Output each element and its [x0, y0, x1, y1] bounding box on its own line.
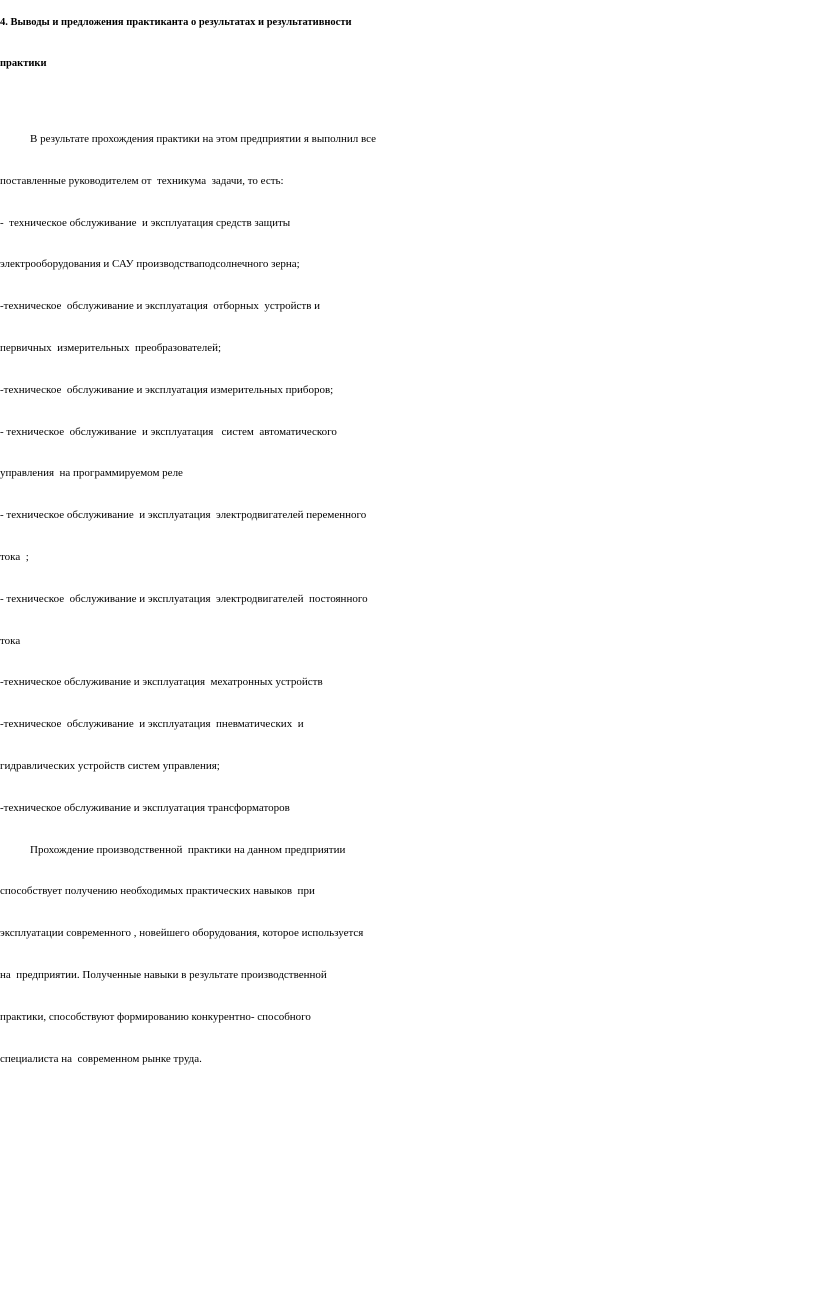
list-item-line: - техническое обслуживание и эксплуатация систем автоматического — [0, 425, 337, 438]
list-item-line: управления на программируемом реле — [0, 467, 183, 480]
list-item-line: -техническое обслуживание и эксплуатация трансформаторов — [0, 801, 290, 814]
paragraph-line: поставленные руководителем от техникума задачи, то есть: — [0, 174, 284, 187]
list-item-line: -техническое обслуживание и эксплуатация измерительных приборов; — [0, 383, 334, 396]
paragraph-line: В результате прохождения практики на этом предприятии я выполнил все — [30, 133, 376, 145]
list-item-line: -техническое обслуживание и эксплуатация пневматических и — [0, 718, 304, 731]
list-item-line: электрооборудования и САУ производстваподсолнечного зерна; — [0, 258, 300, 271]
list-item-line: - техническое обслуживание и эксплуатация электродвигателей постоянного — [0, 592, 368, 605]
heading-line: практики — [0, 58, 47, 69]
paragraph-line: способствует получению необходимых практических навыков при — [0, 885, 315, 898]
heading-line: 4. Выводы и предложения практиканта о результатах и результативности — [0, 17, 352, 28]
paragraph-line: Прохождение производственной практики на данном предприятии — [30, 843, 346, 856]
list-item-line: первичных измерительных преобразователей; — [0, 341, 222, 354]
list-item-line: - техническое обслуживание и эксплуатация средств защиты — [0, 216, 291, 229]
paragraph-line: эксплуатации современного , новейшего оборудования, которое используется — [0, 927, 364, 940]
list-item-line: -техническое обслуживание и эксплуатация мехатронных устройств — [0, 676, 323, 689]
list-item-line: тока — [0, 634, 21, 647]
paragraph-line: специалиста на современном рынке труда. — [0, 1052, 202, 1065]
section-heading — [0, 2, 816, 84]
list-item-line: -техническое обслуживание и эксплуатация отборных устройств и — [0, 300, 321, 313]
list-item-line: - техническое обслуживание и эксплуатация электродвигателей переменного — [0, 509, 367, 522]
body-text — [0, 119, 816, 1080]
paragraph-line: на предприятии. Полученные навыки в результате производственной — [0, 968, 327, 981]
list-item-line: тока ; — [0, 550, 29, 563]
list-item-line: гидравлических устройств систем управления; — [0, 759, 220, 772]
paragraph-line: практики, способствуют формированию конкурентно- способного — [0, 1010, 311, 1023]
